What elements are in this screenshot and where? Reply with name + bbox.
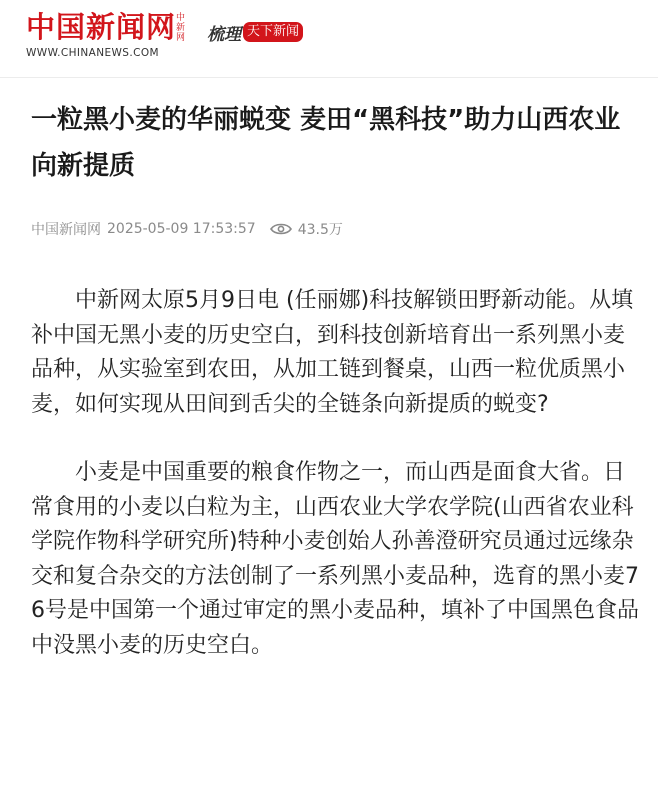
article-title: 一粒黑小麦的华丽蜕变 麦田“黑科技”助力山西农业向新提质 xyxy=(31,105,621,181)
site-logo[interactable] xyxy=(26,10,186,62)
site-slogan xyxy=(207,18,303,46)
article-datetime: 2025-05-09 17:53:57 xyxy=(107,221,256,237)
eye-icon xyxy=(270,222,292,236)
slogan-main: 梳理 xyxy=(207,24,241,45)
slogan-badge: 天下新闻 xyxy=(243,22,303,42)
logo-text: 中国新闻网 xyxy=(26,10,177,44)
article-views: 43.5万 xyxy=(297,222,343,238)
header-divider xyxy=(0,77,658,78)
logo-side-text: 中新网 xyxy=(176,13,186,43)
article-paragraph: 小麦是中国重要的粮食作物之一，而山西是面食大省。日常食用的小麦以白粒为主，山西农业大学农学院(山西省农业科学院作物科学研究所)特种小麦创始人孙善澄研究员通过远缘杂交和复合杂交的方法创制了一系列黑小麦品种，选育的黑小麦76号是中国第一个通过审定的黑小麦品种，填补了中国黑色食品中没黑小麦的历史空白。 xyxy=(31,460,639,658)
article-source: 中国新闻网 xyxy=(31,222,101,238)
article-paragraph: 中新网太原5月9日电 (任丽娜)科技解锁田野新动能。从填补中国无黑小麦的历史空白，到科技创新培育出一系列黑小麦品种，从实验室到农田，从加工链到餐桌，山西一粒优质黑小麦，如何实现从田间到舌尖的全链条向新提质的蜕变? xyxy=(31,288,634,417)
article-meta xyxy=(31,216,343,242)
site-header xyxy=(0,0,658,70)
article-body xyxy=(31,284,641,663)
logo-url: WWW.CHINANEWS.COM xyxy=(26,47,159,59)
